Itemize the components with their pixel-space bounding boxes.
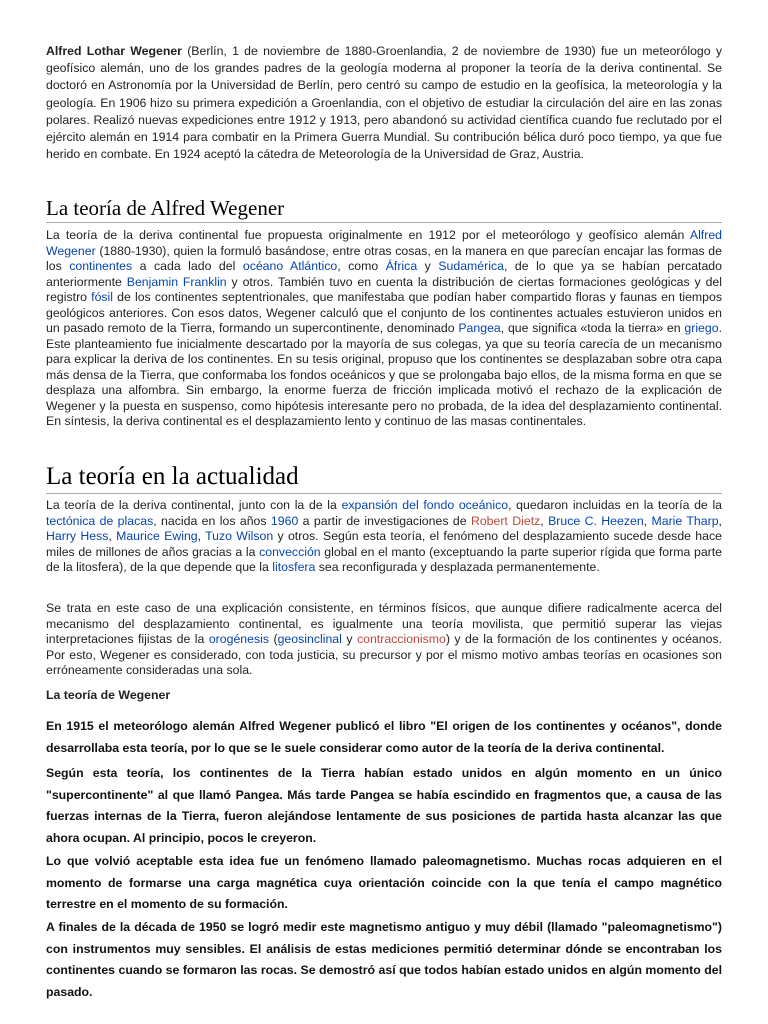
section3-paragraph-2: Según esta teoría, los continentes de la Tierra habían estado unidos en algún momento en un único "supercontinente" al que llamó Pangea. Más tarde Pangea se había escindido en fragmentos que, a causa de las fuerzas internas de la Tierra, fueron alejándose lentamente de sus posiciones de partida hasta alcanzar las que ahora ocupan. Al principio, pocos le creyeron. [46,766,722,845]
link-oceano-atlantico[interactable]: océano Atlántico [242,259,338,273]
section3-paragraph-3: Lo que volvió aceptable esta idea fue un fenómeno llamado paleomagnetismo. Muchas rocas adquieren en el momento de formarse una carga magnética cuya orientación coincide con la que tenía el campo magnético terrestre en el momento de su formación. [46,854,722,911]
link-alfred-wegener[interactable]: Alfred Wegener [46,228,722,258]
link-sudamerica[interactable]: Sudamérica [438,259,504,273]
link-griego[interactable]: griego [684,321,719,335]
link-contraccionismo[interactable]: contraccionismo [356,632,446,646]
section-heading-current-theory: La teoría en la actualidad [46,462,722,494]
link-pangea[interactable]: Pangea [458,321,501,335]
link-harry-hess[interactable]: Harry Hess [46,529,109,543]
link-benjamin-franklin[interactable]: Benjamin Franklin [126,274,227,289]
link-tuzo-wilson[interactable]: Tuzo Wilson [205,529,274,543]
link-expansion-fondo-oceanico[interactable]: expansión del fondo oceánico [341,498,509,512]
link-marie-tharp[interactable]: Marie Tharp [651,513,719,528]
section2-paragraph-1: La teoría de la deriva continental, junto con la de la expansión del fondo oceánico, quedaron incluidas en la teoría de la tectónica de placas, nacida en los años 1960 a partir de investigaciones de Robert Dietz, Bruce C. Heezen, Marie Tharp, Harry Hess, Maurice Ewing, Tuzo Wilson y otros. Según esta teoría, el fenómeno del desplazamiento sucede desde hace miles de millones de años gracias a la convección global en el manto (exceptuando la parte superior rígida que forma parte de la litosfera), de la que depende que la litosfera sea reconfigurada y desplazada permanentemente. [46,498,723,574]
subject-name: Alfred Lothar Wegener [46,44,182,58]
link-robert-dietz[interactable]: Robert Dietz [470,513,541,528]
section-heading-alfred-wegener-theory: La teoría de Alfred Wegener [46,195,722,223]
link-tectonica-de-placas[interactable]: tectónica de placas [46,513,154,528]
subheading-wegener-theory: La teoría de Wegener [46,688,171,702]
link-maurice-ewing[interactable]: Maurice Ewing [116,529,198,543]
link-africa[interactable]: África [385,259,418,273]
section2-paragraph-2: Se trata en este caso de una explicación consistente, en términos físicos, que aunque difiere radicalmente acerca del mecanismo del desplazamiento continental, es igualmente una teoría movilista, que permitió superar las viejas interpretaciones fijistas de la orogénesis (geosinclinal y contraccionismo) y de la formación de los continentes y océanos. Por esto, Wegener es considerado, con toda justicia, su precursor y por el mismo motivo ambas teorías en ocasiones son erróneamente consideradas una sola. [46,601,723,677]
link-1960[interactable]: 1960 [270,513,299,528]
link-fosil[interactable]: fósil [91,290,114,304]
link-bruce-heezen[interactable]: Bruce C. Heezen [548,513,644,528]
section3-paragraph-1: En 1915 el meteorólogo alemán Alfred Wegener publicó el libro "El origen de los continentes y océanos", donde desarrollaba esta teoría, por lo que se le suele considerar como autor de la teoría de la deriva continental. [46,719,722,755]
link-orogenesis[interactable]: orogénesis [208,632,270,646]
link-geosinclinal[interactable]: geosinclinal [277,632,342,646]
section1-paragraph: La teoría de la deriva continental fue propuesta originalmente en 1912 por el meteorólogo y geofísico alemán Alfred Wegener (1880-1930), quien la formuló basándose, entre otras cosas, en la manera en que parecían encajar las formas de los continentes a cada lado del océano Atlántico, como África y Sudamérica, de lo que ya se habían percatado anteriormente Benjamin Franklin y otros. También tuvo en cuenta la distribución de ciertas formaciones geológicas y del registro fósil de los continentes septentrionales, que manifestaba que podían haber compartido floras y faunas en tiempos geológicos anteriores. Con esos datos, Wegener calculó que el conjunto de los continentes actuales estuvieron unidos en un pasado remoto de la Tierra, formando un supercontinente, denominado Pangea, que significa «toda la tierra» en griego. Este planteamiento fue inicialmente descartado por la mayoría de sus colegas, ya que su teoría carecía de un mecanismo para explicar la deriva de los continentes. En su tesis original, propuso que los continentes se desplazaban sobre otra capa más densa de la Tierra, que conformaba los fondos oceánicos y que se prolongaba bajo ellos, de la misma forma en que se desplaza una alfombra. Sin embargo, la enorme fuerza de fricción implicada motivó el rechazo de la explicación de Wegener y la puesta en suspenso, como hipótesis interesante pero no probada, de la idea del desplazamiento continental. En síntesis, la deriva continental es el desplazamiento lento y continuo de las masas continentales. [46,228,723,428]
link-continentes[interactable]: continentes [69,259,133,273]
link-litosfera[interactable]: litosfera [272,560,316,574]
link-conveccion[interactable]: convección [259,544,321,559]
section3-paragraph-4: A finales de la década de 1950 se logró medir este magnetismo antiguo y muy débil (llamado "paleomagnetismo") con instrumentos muy sensibles. El análisis de estas mediciones permitió determinar dónde se encontraban los continentes cuando se formaron las rocas. Se demostró así que todos habían estado unidos en algún momento del pasado. [46,920,722,999]
intro-paragraph: Alfred Lothar Wegener (Berlín, 1 de noviembre de 1880-Groenlandia, 2 de noviembre de 1930) fue un meteorólogo y geofísico alemán, uno de los grandes padres de la geología moderna al proponer la teoría de la deriva continental. Se doctoró en Astronomía por la Universidad de Berlín, pero centró su campo de estudio en la geofísica, la meteorología y la geología. En 1906 hizo su primera expedición a Groenlandia, con el objetivo de estudiar la circulación del aire en las zonas polares. Realizó nuevas expediciones entre 1912 y 1913, pero abandonó su actividad científica cuando fue reclutado por el ejército alemán en 1914 para combatir en la Primera Guerra Mundial. Su contribución bélica duró poco tiempo, ya que fue herido en combate. En 1924 aceptó la cátedra de Meteorología de la Universidad de Graz, Austria. [46,44,722,162]
